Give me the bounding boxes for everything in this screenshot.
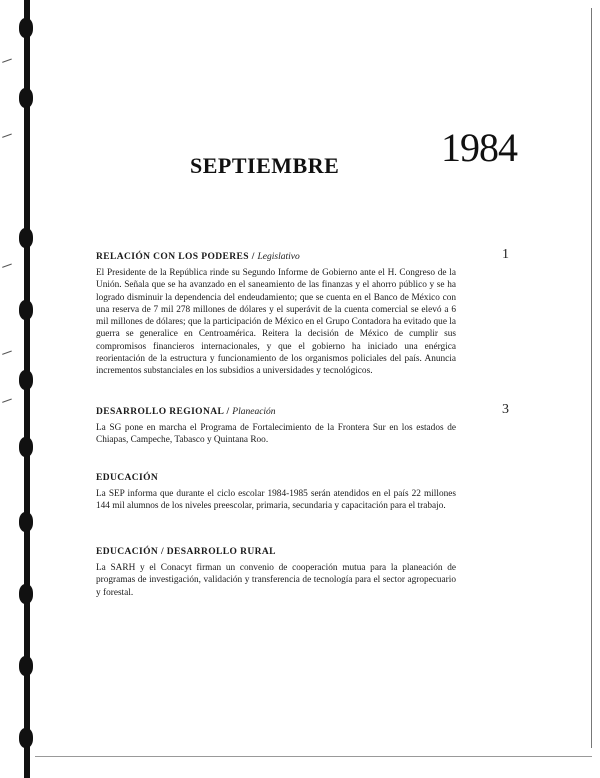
scan-mark — [2, 399, 14, 409]
entry-text: El Presidente de la República rinde su Segundo Informe de Gobierno ante el H. Congreso de la Unión. Señala que se ha avanzado en el saneamiento de las finanzas y el ahorro público y se ha logrado disminuir la dependencia del endeudamiento; que se cuenta en el Banco de México con una reserva de 7 mil 278 millones de dólares y el superávit de la cuenta comercial se elevó a 6 mil millones de dólares; que la participación de México en el Grupo Contadora ha evitado que la guerra se generalice en Centroamérica. Reitera la decisión de México de cumplir sus compromisos financieros internacionales, y que el gobierno ha iniciado una enérgica reorientación de la estructura y funcionamiento de los organismos policiales del país. Anuncia incrementos substanciales en los subsidios a universidades y tecnológicos. — [96, 268, 456, 377]
day-number: 1 — [502, 247, 509, 262]
binding-hole — [19, 88, 33, 108]
entry-text: La SARH y el Conacyt firman un convenio de cooperación mutua para la planeación de programas de investigación, validación y transferencia de tecnología para el sector agropecuario y forestal. — [96, 563, 456, 598]
binding-hole — [19, 728, 33, 748]
entry-text: La SG pone en marcha el Programa de Fortalecimiento de la Frontera Sur en los estados de Chiapas, Campeche, Tabasco y Quintana Roo. — [96, 423, 456, 446]
entry-subheading: Planeación — [232, 407, 276, 417]
entry-heading: RELACIÓN CON LOS PODERES / Legislativo — [96, 252, 300, 262]
page-year: 1984 — [441, 125, 517, 170]
entry-relacion-poderes — [96, 252, 456, 378]
binding-edge — [0, 0, 40, 778]
binding-hole — [19, 300, 33, 320]
day-number: 3 — [502, 402, 509, 417]
entry-subheading: Legislativo — [257, 252, 300, 262]
page-month-title: SEPTIEMBRE — [190, 153, 340, 178]
scan-mark — [2, 351, 14, 361]
binding-hole — [19, 512, 33, 532]
page-edge-right — [591, 8, 592, 748]
binding-hole — [19, 584, 33, 604]
binding-hole — [19, 370, 33, 390]
scan-mark — [2, 264, 14, 274]
entry-educacion-desarrollo-rural — [96, 547, 456, 599]
entry-heading: EDUCACIÓN — [96, 473, 159, 483]
entry-heading: EDUCACIÓN / DESARROLLO RURAL — [96, 547, 276, 557]
scan-mark — [2, 134, 14, 144]
page-edge-bottom — [35, 756, 592, 757]
entry-text: La SEP informa que durante el ciclo escolar 1984-1985 serán atendidos en el país 22 millones 144 mil alumnos de los niveles preescolar, primaria, secundaria y capacitación para el trabajo. — [96, 489, 456, 512]
binding-hole — [19, 437, 33, 457]
entry-heading: DESARROLLO REGIONAL / Planeación — [96, 407, 276, 417]
binding-hole — [19, 228, 33, 248]
scan-mark — [2, 59, 14, 69]
entry-educacion — [96, 473, 456, 513]
binding-hole — [19, 18, 33, 38]
entry-desarrollo-regional — [96, 407, 456, 447]
binding-hole — [19, 656, 33, 676]
